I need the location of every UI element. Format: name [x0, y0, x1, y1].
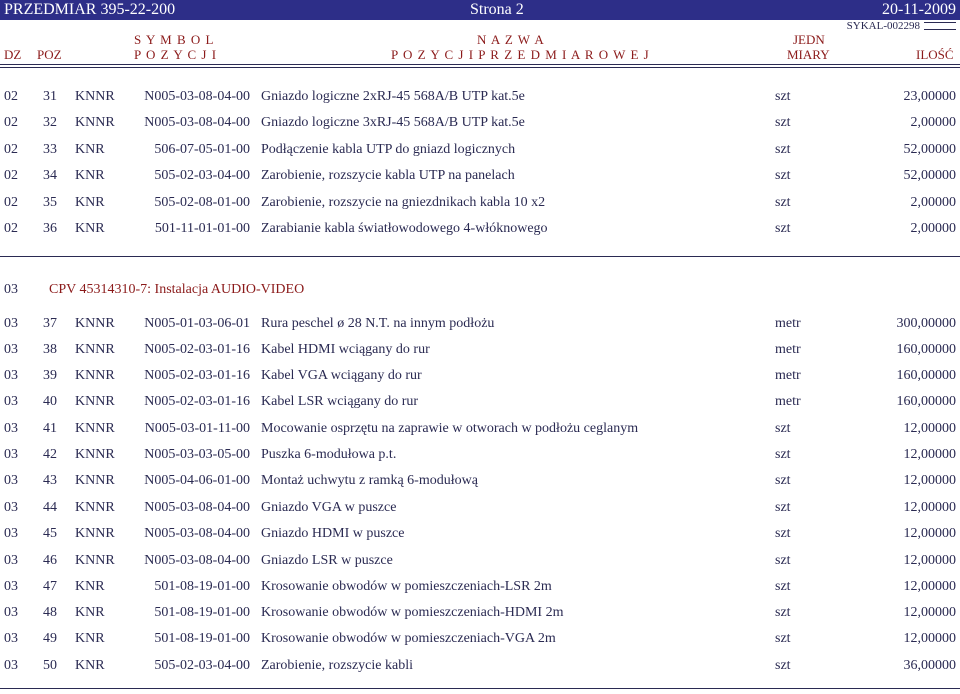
row-poz: 36: [43, 221, 57, 236]
row-symbol: N005-02-03-01-16: [144, 394, 250, 409]
row-name: Puszka 6-modułowa p.t.: [261, 447, 397, 462]
row-dz: 02: [4, 89, 18, 104]
table-row: [0, 84, 960, 110]
document-header-bar: [0, 0, 960, 20]
row-poz: 45: [43, 526, 57, 541]
row-unit: szt: [775, 421, 791, 436]
row-knr: KNR: [75, 605, 105, 620]
row-unit: metr: [775, 368, 801, 383]
row-unit: szt: [775, 221, 791, 236]
row-name: Mocowanie osprzętu na zaprawie w otworach w podłożu ceglanym: [261, 421, 639, 436]
row-unit: metr: [775, 342, 801, 357]
row-qty: 12,00000: [903, 421, 956, 436]
row-dz: 02: [4, 115, 18, 130]
row-qty: 36,00000: [903, 658, 956, 673]
row-poz: 44: [43, 500, 57, 515]
row-qty: 52,00000: [903, 168, 956, 183]
row-qty: 160,00000: [896, 368, 956, 383]
col-unit-top: JEDN: [793, 32, 825, 47]
row-name: Montaż uchwytu z ramką 6-modułową: [261, 473, 478, 488]
row-knr: KNR: [75, 579, 105, 594]
row-knr: KNR: [75, 631, 105, 646]
row-qty: 12,00000: [903, 605, 956, 620]
table-row: [0, 653, 960, 679]
row-qty: 12,00000: [903, 579, 956, 594]
document-code: [847, 20, 956, 32]
row-dz: 02: [4, 142, 18, 157]
section-title: CPV 45314310-7: Instalacja AUDIO-VIDEO: [49, 282, 305, 297]
row-qty: 2,00000: [910, 115, 956, 130]
row-symbol: N005-03-01-11-00: [144, 421, 250, 436]
row-knr: KNR: [75, 168, 105, 183]
row-qty: 160,00000: [896, 394, 956, 409]
row-symbol: N005-01-03-06-01: [144, 316, 250, 331]
row-symbol: N005-03-08-04-00: [144, 500, 250, 515]
section-heading: [0, 277, 960, 303]
row-poz: 43: [43, 473, 57, 488]
col-name-bottom: P O Z Y C J I P R Z E D M I A R O W E J: [391, 47, 650, 62]
document-date: 20-11-2009: [881, 1, 956, 18]
header-divider: [0, 64, 960, 68]
row-name: Kabel VGA wciągany do rur: [261, 368, 422, 383]
row-unit: szt: [775, 658, 791, 673]
row-unit: metr: [775, 316, 801, 331]
row-dz: 03: [4, 473, 18, 488]
col-name-top: N A Z W A: [477, 32, 545, 47]
col-symbol-bottom: P O Z Y C J I: [134, 47, 218, 62]
row-name: Zarobienie, rozszycie kabli: [261, 658, 413, 673]
row-knr: KNNR: [75, 500, 115, 515]
row-name: Rura peschel ø 28 N.T. na innym podłożu: [261, 316, 495, 331]
col-symbol-top: S Y M B O L: [134, 32, 215, 47]
row-symbol: N005-03-03-05-00: [144, 447, 250, 462]
row-poz: 37: [43, 316, 57, 331]
row-poz: 42: [43, 447, 57, 462]
row-unit: szt: [775, 553, 791, 568]
row-knr: KNNR: [75, 421, 115, 436]
row-qty: 12,00000: [903, 631, 956, 646]
row-name: Krosowanie obwodów w pomieszczeniach-HDMI 2m: [261, 605, 564, 620]
row-knr: KNR: [75, 658, 105, 673]
row-poz: 46: [43, 553, 57, 568]
row-qty: 160,00000: [896, 342, 956, 357]
row-symbol: N005-02-03-01-16: [144, 342, 250, 357]
row-dz: 03: [4, 631, 18, 646]
table-row: [0, 548, 960, 574]
row-unit: szt: [775, 579, 791, 594]
row-poz: 39: [43, 368, 57, 383]
table-row: [0, 574, 960, 600]
row-symbol: N005-03-08-04-00: [144, 526, 250, 541]
row-unit: metr: [775, 394, 801, 409]
row-symbol: 501-08-19-01-00: [154, 631, 250, 646]
row-dz: 03: [4, 421, 18, 436]
row-name: Zarabianie kabla światłowodowego 4-włóknowego: [261, 221, 548, 236]
row-name: Podłączenie kabla UTP do gniazd logicznych: [261, 142, 516, 157]
table-row: [0, 495, 960, 521]
row-qty: 12,00000: [903, 447, 956, 462]
row-dz: 03: [4, 553, 18, 568]
row-poz: 34: [43, 168, 57, 183]
row-symbol: 501-08-19-01-00: [154, 605, 250, 620]
row-unit: szt: [775, 526, 791, 541]
row-knr: KNNR: [75, 447, 115, 462]
row-knr: KNR: [75, 142, 105, 157]
row-unit: szt: [775, 115, 791, 130]
row-name: Gniazdo VGA w puszce: [261, 500, 397, 515]
table-row: [0, 363, 960, 389]
row-unit: szt: [775, 447, 791, 462]
row-dz: 03: [4, 579, 18, 594]
row-name: Kabel LSR wciągany do rur: [261, 394, 419, 409]
row-unit: szt: [775, 473, 791, 488]
row-unit: szt: [775, 500, 791, 515]
row-symbol: 505-02-03-04-00: [154, 658, 250, 673]
row-name: Kabel HDMI wciągany do rur: [261, 342, 430, 357]
row-dz: 02: [4, 168, 18, 183]
row-name: Gniazdo logiczne 2xRJ-45 568A/B UTP kat.5e: [261, 89, 525, 104]
row-dz: 03: [4, 368, 18, 383]
row-dz: 03: [4, 342, 18, 357]
table-row: [0, 216, 960, 242]
row-unit: szt: [775, 89, 791, 104]
row-symbol: N005-03-08-04-00: [144, 115, 250, 130]
table-row: [0, 190, 960, 216]
row-poz: 50: [43, 658, 57, 673]
row-name: Zarobienie, rozszycie kabla UTP na panelach: [261, 168, 515, 183]
row-dz: 03: [4, 447, 18, 462]
row-knr: KNNR: [75, 526, 115, 541]
row-knr: KNNR: [75, 316, 115, 331]
row-dz: 02: [4, 195, 18, 210]
row-dz: 03: [4, 394, 18, 409]
document-title: PRZEDMIAR 395-22-200: [4, 1, 176, 18]
row-poz: 47: [43, 579, 57, 594]
row-dz: 03: [4, 605, 18, 620]
row-name: Krosowanie obwodów w pomieszczeniach-VGA 2m: [261, 631, 556, 646]
row-symbol: 506-07-05-01-00: [154, 142, 250, 157]
row-qty: 12,00000: [903, 553, 956, 568]
row-knr: KNNR: [75, 89, 115, 104]
row-symbol: 505-02-08-01-00: [154, 195, 250, 210]
table-row: [0, 163, 960, 189]
row-poz: 40: [43, 394, 57, 409]
table-row: [0, 442, 960, 468]
row-knr: KNNR: [75, 368, 115, 383]
row-poz: 33: [43, 142, 57, 157]
row-name: Zarobienie, rozszycie na gniezdnikach kabla 10 x2: [261, 195, 546, 210]
row-qty: 12,00000: [903, 500, 956, 515]
row-dz: 03: [4, 526, 18, 541]
row-knr: KNR: [75, 221, 105, 236]
row-dz: 03: [4, 316, 18, 331]
row-dz: 02: [4, 221, 18, 236]
table-row: [0, 337, 960, 363]
row-poz: 48: [43, 605, 57, 620]
row-unit: szt: [775, 142, 791, 157]
row-symbol: 501-08-19-01-00: [154, 579, 250, 594]
double-rule-mark: [924, 22, 956, 30]
col-poz: POZ: [37, 47, 62, 62]
col-dz: DZ: [4, 47, 22, 62]
row-qty: 300,00000: [896, 316, 956, 331]
table-row: [0, 137, 960, 163]
row-symbol: 505-02-03-04-00: [154, 168, 250, 183]
row-qty: 12,00000: [903, 473, 956, 488]
table-row: [0, 389, 960, 415]
row-dz: 03: [4, 500, 18, 515]
row-knr: KNNR: [75, 342, 115, 357]
row-unit: szt: [775, 168, 791, 183]
row-poz: 31: [43, 89, 57, 104]
row-symbol: N005-03-08-04-00: [144, 89, 250, 104]
section-divider: [0, 256, 960, 257]
row-knr: KNNR: [75, 473, 115, 488]
row-unit: szt: [775, 631, 791, 646]
row-name: Gniazdo LSR w puszce: [261, 553, 393, 568]
row-qty: 23,00000: [903, 89, 956, 104]
row-knr: KNR: [75, 195, 105, 210]
page-number: Strona 2: [470, 1, 524, 18]
row-poz: 41: [43, 421, 57, 436]
row-qty: 2,00000: [910, 195, 956, 210]
table-row: [0, 521, 960, 547]
row-symbol: N005-04-06-01-00: [144, 473, 250, 488]
table-row: [0, 600, 960, 626]
row-name: Gniazdo logiczne 3xRJ-45 568A/B UTP kat.5e: [261, 115, 525, 130]
table-row: [0, 311, 960, 337]
row-symbol: 501-11-01-01-00: [154, 221, 250, 236]
table-row: [0, 110, 960, 136]
row-poz: 38: [43, 342, 57, 357]
row-qty: 52,00000: [903, 142, 956, 157]
row-poz: 35: [43, 195, 57, 210]
table-row: [0, 416, 960, 442]
table-row: [0, 626, 960, 652]
document-code-text: SYKAL-002298: [846, 20, 920, 32]
row-unit: szt: [775, 605, 791, 620]
row-unit: szt: [775, 195, 791, 210]
col-qty: ILOŚĆ: [916, 47, 954, 62]
row-knr: KNNR: [75, 394, 115, 409]
row-knr: KNNR: [75, 553, 115, 568]
row-symbol: N005-03-08-04-00: [144, 553, 250, 568]
col-unit-bottom: MIARY: [787, 47, 830, 62]
row-poz: 32: [43, 115, 57, 130]
row-poz: 49: [43, 631, 57, 646]
row-name: Krosowanie obwodów w pomieszczeniach-LSR 2m: [261, 579, 552, 594]
row-dz: 03: [4, 658, 18, 673]
table-row: [0, 468, 960, 494]
row-symbol: N005-02-03-01-16: [144, 368, 250, 383]
row-name: Gniazdo HDMI w puszce: [261, 526, 405, 541]
row-qty: 2,00000: [910, 221, 956, 236]
footer-divider: [0, 688, 960, 689]
section-dz: 03: [4, 282, 18, 297]
row-knr: KNNR: [75, 115, 115, 130]
row-qty: 12,00000: [903, 526, 956, 541]
